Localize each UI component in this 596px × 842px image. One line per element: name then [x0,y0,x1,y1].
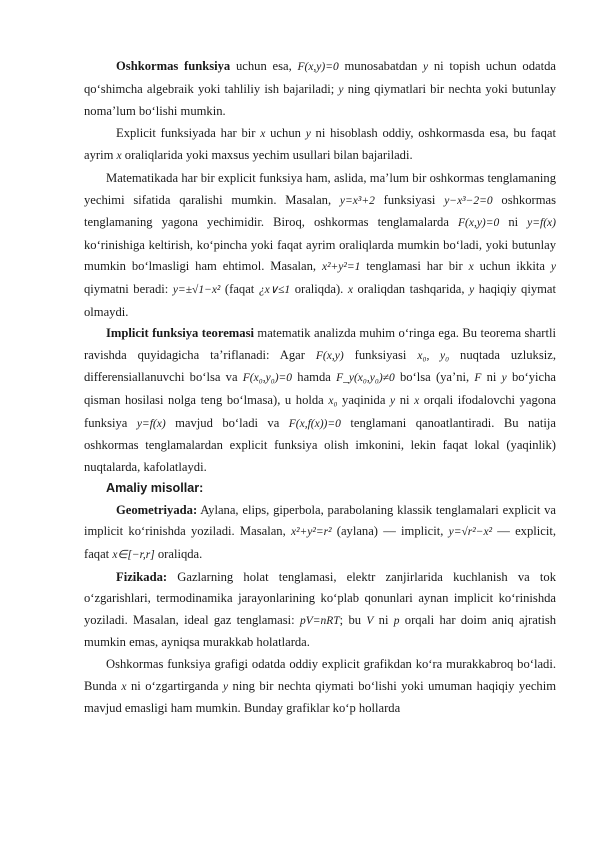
text: oraliqda. [154,547,203,562]
text: mavjud bo‘ladi va [165,415,289,430]
formula: F_y(x₀,y₀)≠0 [336,372,395,385]
text: (faqat [220,281,259,296]
text: ni [481,370,502,385]
paragraph-geometry [84,500,556,567]
term-oshkormas-funksiya: Oshkormas funksiya [116,59,231,73]
formula: y [222,680,229,693]
formula: x∈[−r,r] [112,549,155,562]
paragraph-explicit-comparison [84,123,556,168]
text: ni [499,215,528,230]
text: oraliqda). [290,281,348,296]
text: oraliqlarida yoki maxsus yechim usullari bilan bajariladi. [121,148,413,163]
text: munosabatdan [338,59,423,73]
paragraph-implicit-function-theorem [84,323,556,478]
formula: F(x₀,y₀)=0 [242,372,293,385]
text: ni o‘zgartirganda [126,678,223,693]
formula: y=±√1−x² [172,283,221,296]
formula: y [550,261,556,274]
formula: y=x³+2 [339,194,375,207]
text: uchun ikkita [473,259,551,274]
text: ni [395,392,415,407]
text: tenglamasi har bir [360,259,469,274]
formula: x [260,127,266,140]
text: qiymatni beradi: [84,281,173,296]
formula: ¿x∨≤1 [258,283,291,296]
formula: x₀, y₀ [417,349,450,362]
formula: F [474,372,482,385]
formula: x²+y²=r² [290,526,332,539]
text: Oshkormas funksiya grafigi odatda oddiy explicit grafikdan ko‘ra murakkabroq bo‘ladi. Bunda [84,657,556,693]
text: ning qiymatlari bir nechta yoki butunlay noma’lum bo‘lishi mumkin. [84,81,556,119]
text: nuqtada uzluksiz, differensiallanuvchi bo‘lsa va [84,347,556,385]
formula: y=f(x) [527,217,556,230]
formula: pV=nRT [299,614,340,627]
text: uchun [265,125,306,140]
formula: y [501,372,507,385]
formula: x²+y²=1 [321,261,361,274]
text: ni hisoblash oddiy, oshkormasda esa, bu faqat ayrim [84,125,556,163]
formula: F(x,y)=0 [297,61,339,73]
formula: y [469,283,475,296]
text: ko‘rinishiga keltirish, ko‘pincha yoki faqat ayrim oraliqlarda mumkin bo‘ladi, yoki butunlay mumkin bo‘lmasligi ham ehtimol. Masalan, [84,237,556,274]
text: yaqinida [337,392,390,407]
formula: p [393,614,400,627]
formula: y [390,394,396,407]
formula: y=√r²−x² [448,526,493,539]
formula: F(x,f(x))=0 [288,417,341,430]
text: uchun esa, [230,59,298,73]
text: — explicit, faqat [84,524,556,562]
paragraph-explicit-as-implicit [84,168,556,323]
heading-amaliy-misollar: Amaliy misollar: [106,481,204,496]
text: hamda [292,370,337,385]
text: Aylana, elips, giperbola, parabolaning klassik tenglamalari explicit va implicit ko‘rinishda yoziladi. Masalan, [84,502,556,539]
formula: y=f(x) [136,417,166,430]
text: matematik analizda muhim o‘ringa ega. Bu teorema shartli ravishda quyidagicha ta’riflanadi: Agar [84,326,556,362]
text: haqiqiy qiymat olmaydi. [84,281,556,319]
term-fizikada: Fizikada: [116,569,168,584]
text: ; bu [339,612,367,627]
formula: y [305,127,311,140]
paragraph-graphs [84,654,556,720]
formula: y [338,83,344,96]
text: bo‘yicha qisman hosilasi nolga teng bo‘lmasa), u holda [84,370,557,407]
section-heading [84,478,556,500]
text: funksiyasi [343,347,418,362]
document-page [84,56,556,720]
text: oshkormas tenglamaning yagona yechimidir. Biroq, oshkormas tenglamalarda [84,192,557,230]
paragraph-implicit-definition [84,56,556,123]
text: orqali ifodalovchi yagona funksiya [84,392,557,430]
formula: x₀ [328,394,338,407]
formula: x [468,261,474,274]
text: ni [373,612,394,627]
term-geometriyada: Geometriyada: [116,502,198,517]
formula: y−x³−2=0 [444,194,493,207]
text: ning bir nechta qiymati bo‘lishi yoki umuman haqiqiy yechim mavjud emasligi ham mumkin. Bunday grafiklar ko‘p hollarda [84,678,556,716]
text: Gazlarning holat tenglamasi, elektr zanjirlarida kuchlanish va tok o‘zgarishlari, termodinamika jarayonlarining ko‘plab qonunlari aynan implicit ko‘rinishda yoziladi. Masalan, ideal gaz tenglamasi: [84,569,556,627]
text: ni topish uchun odatda qo‘shimcha algebraik yoki tahliliy ish bajariladi; [84,59,556,96]
formula: x [116,150,122,163]
formula: V [366,614,374,627]
text: Matematikada har bir explicit funksiya ham, aslida, ma’lum bir oshkormas tenglamaning yechimi sifatida qaralishi mumkin. Masalan, [84,170,556,207]
formula: x [414,394,420,407]
paragraph-physics [84,567,556,654]
formula: y [422,61,429,73]
formula: F(x,y) [315,349,344,362]
text: oraliqdan tashqarida, [352,281,470,296]
formula: x [347,283,353,296]
text: bo‘lsa (ya’ni, [394,370,475,385]
text: (aylana) — implicit, [331,524,449,539]
text: tenglamani qanoatlantiradi. Bu natija oshkormas tenglamalardan explicit funksiya olish imkonini, lekin faqat lokal (yaqinlik) nuqtalarda, kafolatlaydi. [84,415,556,474]
formula: F(x,y)=0 [457,217,500,230]
formula: x [121,680,127,693]
text: funksiyasi [374,192,445,207]
text: orqali har doim aniq ajratish mumkin emas, ayniqsa murakkab holatlarda. [84,612,557,650]
term-implicit-theorem: Implicit funksiya teoremasi [106,326,254,341]
text: Explicit funksiyada har bir [116,125,261,140]
